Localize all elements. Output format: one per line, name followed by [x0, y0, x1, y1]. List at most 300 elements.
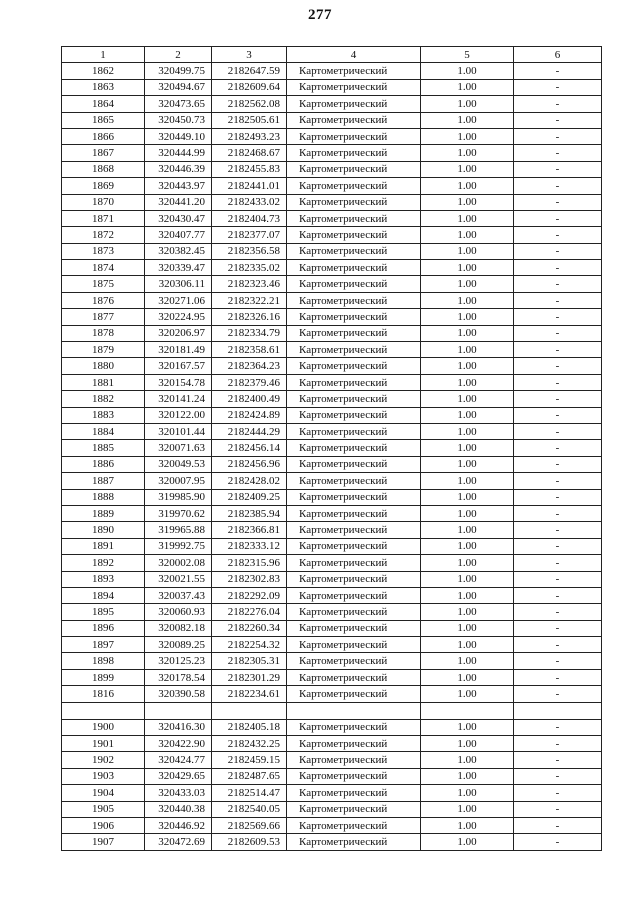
description-cell: -: [514, 243, 602, 259]
column-header: 3: [212, 47, 287, 63]
method-cell: Картометрический: [287, 178, 421, 194]
method-cell: Картометрический: [287, 653, 421, 669]
description-cell: -: [514, 79, 602, 95]
table-row: [62, 817, 602, 833]
point-number-cell: 1875: [62, 276, 145, 292]
description-cell: -: [514, 112, 602, 128]
point-number-cell: 1876: [62, 292, 145, 308]
table-row: [62, 358, 602, 374]
accuracy-cell: 1.00: [421, 571, 514, 587]
y-coordinate-cell: 2182305.31: [212, 653, 287, 669]
x-coordinate-cell: 320473.65: [145, 96, 212, 112]
accuracy-cell: 1.00: [421, 538, 514, 554]
table-row: [62, 456, 602, 472]
x-coordinate-cell: 320125.23: [145, 653, 212, 669]
accuracy-cell: 1.00: [421, 96, 514, 112]
description-cell: -: [514, 423, 602, 439]
accuracy-cell: 1.00: [421, 260, 514, 276]
method-cell: Картометрический: [287, 358, 421, 374]
empty-cell: [514, 702, 602, 719]
x-coordinate-cell: 320443.97: [145, 178, 212, 194]
point-number-cell: 1893: [62, 571, 145, 587]
description-cell: -: [514, 817, 602, 833]
method-cell: Картометрический: [287, 342, 421, 358]
point-number-cell: 1890: [62, 522, 145, 538]
y-coordinate-cell: 2182323.46: [212, 276, 287, 292]
table-row: [62, 473, 602, 489]
description-cell: -: [514, 473, 602, 489]
description-cell: -: [514, 391, 602, 407]
point-number-cell: 1886: [62, 456, 145, 472]
table-row: [62, 752, 602, 768]
table-row: [62, 63, 602, 79]
description-cell: -: [514, 210, 602, 226]
point-number-cell: 1864: [62, 96, 145, 112]
method-cell: Картометрический: [287, 736, 421, 752]
method-cell: Картометрический: [287, 456, 421, 472]
y-coordinate-cell: 2182385.94: [212, 505, 287, 521]
point-number-cell: 1902: [62, 752, 145, 768]
method-cell: Картометрический: [287, 210, 421, 226]
y-coordinate-cell: 2182540.05: [212, 801, 287, 817]
description-cell: -: [514, 178, 602, 194]
table-row: [62, 178, 602, 194]
x-coordinate-cell: 320082.18: [145, 620, 212, 636]
x-coordinate-cell: 320449.10: [145, 128, 212, 144]
table-row: [62, 325, 602, 341]
method-cell: Картометрический: [287, 161, 421, 177]
table-row: [62, 719, 602, 735]
y-coordinate-cell: 2182444.29: [212, 423, 287, 439]
method-cell: Картометрический: [287, 719, 421, 735]
accuracy-cell: 1.00: [421, 736, 514, 752]
x-coordinate-cell: 320122.00: [145, 407, 212, 423]
accuracy-cell: 1.00: [421, 128, 514, 144]
description-cell: -: [514, 834, 602, 850]
y-coordinate-cell: 2182260.34: [212, 620, 287, 636]
table-row: [62, 571, 602, 587]
x-coordinate-cell: 320167.57: [145, 358, 212, 374]
accuracy-cell: 1.00: [421, 785, 514, 801]
x-coordinate-cell: 320424.77: [145, 752, 212, 768]
x-coordinate-cell: 320444.99: [145, 145, 212, 161]
description-cell: -: [514, 374, 602, 390]
point-number-cell: 1816: [62, 686, 145, 702]
accuracy-cell: 1.00: [421, 391, 514, 407]
x-coordinate-cell: 320021.55: [145, 571, 212, 587]
point-number-cell: 1870: [62, 194, 145, 210]
point-number-cell: 1873: [62, 243, 145, 259]
column-header: 6: [514, 47, 602, 63]
method-cell: Картометрический: [287, 407, 421, 423]
table-row: [62, 768, 602, 784]
empty-cell: [421, 702, 514, 719]
x-coordinate-cell: 320441.20: [145, 194, 212, 210]
x-coordinate-cell: 320499.75: [145, 63, 212, 79]
point-number-cell: 1871: [62, 210, 145, 226]
accuracy-cell: 1.00: [421, 161, 514, 177]
description-cell: -: [514, 587, 602, 603]
method-cell: Картометрический: [287, 374, 421, 390]
method-cell: Картометрический: [287, 801, 421, 817]
accuracy-cell: 1.00: [421, 637, 514, 653]
description-cell: -: [514, 785, 602, 801]
column-header: 5: [421, 47, 514, 63]
y-coordinate-cell: 2182609.53: [212, 834, 287, 850]
description-cell: -: [514, 194, 602, 210]
y-coordinate-cell: 2182433.02: [212, 194, 287, 210]
description-cell: -: [514, 145, 602, 161]
table-row: [62, 587, 602, 603]
method-cell: Картометрический: [287, 686, 421, 702]
accuracy-cell: 1.00: [421, 686, 514, 702]
point-number-cell: 1863: [62, 79, 145, 95]
y-coordinate-cell: 2182432.25: [212, 736, 287, 752]
accuracy-cell: 1.00: [421, 768, 514, 784]
x-coordinate-cell: 320154.78: [145, 374, 212, 390]
point-number-cell: 1877: [62, 309, 145, 325]
x-coordinate-cell: 320206.97: [145, 325, 212, 341]
x-coordinate-cell: 319985.90: [145, 489, 212, 505]
x-coordinate-cell: 320430.47: [145, 210, 212, 226]
method-cell: Картометрический: [287, 555, 421, 571]
accuracy-cell: 1.00: [421, 227, 514, 243]
method-cell: Картометрический: [287, 276, 421, 292]
y-coordinate-cell: 2182514.47: [212, 785, 287, 801]
x-coordinate-cell: 320178.54: [145, 669, 212, 685]
accuracy-cell: 1.00: [421, 719, 514, 735]
table-row: [62, 736, 602, 752]
method-cell: Картометрический: [287, 571, 421, 587]
description-cell: -: [514, 571, 602, 587]
table-row: [62, 686, 602, 702]
table-row: [62, 505, 602, 521]
y-coordinate-cell: 2182456.96: [212, 456, 287, 472]
x-coordinate-cell: 320446.92: [145, 817, 212, 833]
empty-cell: [287, 702, 421, 719]
point-number-cell: 1865: [62, 112, 145, 128]
table-row: [62, 161, 602, 177]
y-coordinate-cell: 2182400.49: [212, 391, 287, 407]
table-row: [62, 342, 602, 358]
y-coordinate-cell: 2182377.07: [212, 227, 287, 243]
accuracy-cell: 1.00: [421, 342, 514, 358]
accuracy-cell: 1.00: [421, 407, 514, 423]
y-coordinate-cell: 2182424.89: [212, 407, 287, 423]
point-number-cell: 1898: [62, 653, 145, 669]
accuracy-cell: 1.00: [421, 473, 514, 489]
x-coordinate-cell: 320494.67: [145, 79, 212, 95]
method-cell: Картометрический: [287, 112, 421, 128]
method-cell: Картометрический: [287, 785, 421, 801]
column-header: 2: [145, 47, 212, 63]
description-cell: -: [514, 686, 602, 702]
table-row: [62, 374, 602, 390]
point-number-cell: 1889: [62, 505, 145, 521]
y-coordinate-cell: 2182404.73: [212, 210, 287, 226]
description-cell: -: [514, 227, 602, 243]
y-coordinate-cell: 2182356.58: [212, 243, 287, 259]
method-cell: Картометрический: [287, 145, 421, 161]
table-row: [62, 309, 602, 325]
table-row: [62, 489, 602, 505]
accuracy-cell: 1.00: [421, 63, 514, 79]
x-coordinate-cell: 320390.58: [145, 686, 212, 702]
table-row: [62, 292, 602, 308]
table-row: [62, 801, 602, 817]
accuracy-cell: 1.00: [421, 505, 514, 521]
table-row: [62, 669, 602, 685]
point-number-cell: 1872: [62, 227, 145, 243]
point-number-cell: 1901: [62, 736, 145, 752]
accuracy-cell: 1.00: [421, 587, 514, 603]
y-coordinate-cell: 2182292.09: [212, 587, 287, 603]
x-coordinate-cell: 320416.30: [145, 719, 212, 735]
method-cell: Картометрический: [287, 63, 421, 79]
x-coordinate-cell: 320141.24: [145, 391, 212, 407]
accuracy-cell: 1.00: [421, 834, 514, 850]
table-row: [62, 243, 602, 259]
y-coordinate-cell: 2182609.64: [212, 79, 287, 95]
method-cell: Картометрический: [287, 194, 421, 210]
table-row: [62, 96, 602, 112]
description-cell: -: [514, 604, 602, 620]
x-coordinate-cell: 320049.53: [145, 456, 212, 472]
y-coordinate-cell: 2182302.83: [212, 571, 287, 587]
method-cell: Картометрический: [287, 817, 421, 833]
table-row: [62, 79, 602, 95]
description-cell: -: [514, 801, 602, 817]
point-number-cell: 1907: [62, 834, 145, 850]
x-coordinate-cell: 320422.90: [145, 736, 212, 752]
y-coordinate-cell: 2182234.61: [212, 686, 287, 702]
point-number-cell: 1884: [62, 423, 145, 439]
y-coordinate-cell: 2182379.46: [212, 374, 287, 390]
table-row: [62, 260, 602, 276]
y-coordinate-cell: 2182459.15: [212, 752, 287, 768]
y-coordinate-cell: 2182358.61: [212, 342, 287, 358]
table-row: [62, 128, 602, 144]
method-cell: Картометрический: [287, 243, 421, 259]
point-number-cell: 1904: [62, 785, 145, 801]
table-row: [62, 227, 602, 243]
x-coordinate-cell: 320306.11: [145, 276, 212, 292]
y-coordinate-cell: 2182468.67: [212, 145, 287, 161]
y-coordinate-cell: 2182569.66: [212, 817, 287, 833]
accuracy-cell: 1.00: [421, 309, 514, 325]
description-cell: -: [514, 538, 602, 554]
table-row: [62, 522, 602, 538]
x-coordinate-cell: 320224.95: [145, 309, 212, 325]
accuracy-cell: 1.00: [421, 79, 514, 95]
y-coordinate-cell: 2182366.81: [212, 522, 287, 538]
x-coordinate-cell: 320339.47: [145, 260, 212, 276]
accuracy-cell: 1.00: [421, 801, 514, 817]
method-cell: Картометрический: [287, 505, 421, 521]
column-header: 1: [62, 47, 145, 63]
point-number-cell: 1906: [62, 817, 145, 833]
description-cell: -: [514, 276, 602, 292]
accuracy-cell: 1.00: [421, 423, 514, 439]
description-cell: -: [514, 128, 602, 144]
description-cell: -: [514, 736, 602, 752]
x-coordinate-cell: 319992.75: [145, 538, 212, 554]
y-coordinate-cell: 2182455.83: [212, 161, 287, 177]
point-number-cell: 1879: [62, 342, 145, 358]
table-row: [62, 653, 602, 669]
point-number-cell: 1869: [62, 178, 145, 194]
y-coordinate-cell: 2182405.18: [212, 719, 287, 735]
description-cell: -: [514, 489, 602, 505]
accuracy-cell: 1.00: [421, 456, 514, 472]
point-number-cell: 1883: [62, 407, 145, 423]
point-number-cell: 1895: [62, 604, 145, 620]
accuracy-cell: 1.00: [421, 555, 514, 571]
point-number-cell: 1862: [62, 63, 145, 79]
empty-cell: [212, 702, 287, 719]
y-coordinate-cell: 2182428.02: [212, 473, 287, 489]
description-cell: -: [514, 96, 602, 112]
description-cell: -: [514, 505, 602, 521]
x-coordinate-cell: 320181.49: [145, 342, 212, 358]
y-coordinate-cell: 2182493.23: [212, 128, 287, 144]
accuracy-cell: 1.00: [421, 112, 514, 128]
y-coordinate-cell: 2182333.12: [212, 538, 287, 554]
method-cell: Картометрический: [287, 768, 421, 784]
y-coordinate-cell: 2182409.25: [212, 489, 287, 505]
table-row: [62, 620, 602, 636]
point-number-cell: 1891: [62, 538, 145, 554]
x-coordinate-cell: 320089.25: [145, 637, 212, 653]
description-cell: -: [514, 325, 602, 341]
method-cell: Картометрический: [287, 522, 421, 538]
description-cell: -: [514, 440, 602, 456]
y-coordinate-cell: 2182562.08: [212, 96, 287, 112]
point-number-cell: 1885: [62, 440, 145, 456]
x-coordinate-cell: 320407.77: [145, 227, 212, 243]
y-coordinate-cell: 2182364.23: [212, 358, 287, 374]
description-cell: -: [514, 522, 602, 538]
description-cell: -: [514, 620, 602, 636]
x-coordinate-cell: 320101.44: [145, 423, 212, 439]
description-cell: -: [514, 161, 602, 177]
table-row: [62, 145, 602, 161]
accuracy-cell: 1.00: [421, 604, 514, 620]
x-coordinate-cell: 320007.95: [145, 473, 212, 489]
table-row: [62, 834, 602, 850]
table-row: [62, 276, 602, 292]
description-cell: -: [514, 669, 602, 685]
y-coordinate-cell: 2182276.04: [212, 604, 287, 620]
description-cell: -: [514, 309, 602, 325]
method-cell: Картометрический: [287, 587, 421, 603]
method-cell: Картометрический: [287, 309, 421, 325]
table-row: [62, 423, 602, 439]
method-cell: Картометрический: [287, 440, 421, 456]
point-number-cell: 1896: [62, 620, 145, 636]
table-row: [62, 637, 602, 653]
y-coordinate-cell: 2182441.01: [212, 178, 287, 194]
point-number-cell: 1878: [62, 325, 145, 341]
description-cell: -: [514, 719, 602, 735]
description-cell: -: [514, 555, 602, 571]
point-number-cell: 1897: [62, 637, 145, 653]
table-row: [62, 407, 602, 423]
accuracy-cell: 1.00: [421, 669, 514, 685]
accuracy-cell: 1.00: [421, 489, 514, 505]
method-cell: Картометрический: [287, 637, 421, 653]
accuracy-cell: 1.00: [421, 292, 514, 308]
table-body: [62, 63, 602, 850]
x-coordinate-cell: 320472.69: [145, 834, 212, 850]
y-coordinate-cell: 2182487.65: [212, 768, 287, 784]
description-cell: -: [514, 653, 602, 669]
y-coordinate-cell: 2182315.96: [212, 555, 287, 571]
point-number-cell: 1887: [62, 473, 145, 489]
table-row: [62, 604, 602, 620]
method-cell: Картометрический: [287, 227, 421, 243]
column-header: 4: [287, 47, 421, 63]
y-coordinate-cell: 2182505.61: [212, 112, 287, 128]
description-cell: -: [514, 63, 602, 79]
method-cell: Картометрический: [287, 752, 421, 768]
x-coordinate-cell: 320060.93: [145, 604, 212, 620]
table-row: [62, 785, 602, 801]
coordinates-table: [61, 46, 602, 851]
description-cell: -: [514, 637, 602, 653]
method-cell: Картометрический: [287, 128, 421, 144]
accuracy-cell: 1.00: [421, 620, 514, 636]
point-number-cell: 1905: [62, 801, 145, 817]
description-cell: -: [514, 768, 602, 784]
table-row: [62, 538, 602, 554]
description-cell: -: [514, 342, 602, 358]
x-coordinate-cell: 320450.73: [145, 112, 212, 128]
method-cell: Картометрический: [287, 604, 421, 620]
point-number-cell: 1899: [62, 669, 145, 685]
accuracy-cell: 1.00: [421, 440, 514, 456]
accuracy-cell: 1.00: [421, 358, 514, 374]
x-coordinate-cell: 319970.62: [145, 505, 212, 521]
accuracy-cell: 1.00: [421, 178, 514, 194]
method-cell: Картометрический: [287, 292, 421, 308]
accuracy-cell: 1.00: [421, 817, 514, 833]
spacer-row: [62, 702, 602, 719]
x-coordinate-cell: 320440.38: [145, 801, 212, 817]
point-number-cell: 1892: [62, 555, 145, 571]
accuracy-cell: 1.00: [421, 210, 514, 226]
accuracy-cell: 1.00: [421, 243, 514, 259]
table-row: [62, 210, 602, 226]
point-number-cell: 1894: [62, 587, 145, 603]
page-number: 277: [308, 7, 332, 23]
description-cell: -: [514, 260, 602, 276]
y-coordinate-cell: 2182322.21: [212, 292, 287, 308]
y-coordinate-cell: 2182254.32: [212, 637, 287, 653]
accuracy-cell: 1.00: [421, 374, 514, 390]
point-number-cell: 1903: [62, 768, 145, 784]
method-cell: Картометрический: [287, 489, 421, 505]
method-cell: Картометрический: [287, 620, 421, 636]
empty-cell: [145, 702, 212, 719]
description-cell: -: [514, 752, 602, 768]
description-cell: -: [514, 358, 602, 374]
y-coordinate-cell: 2182301.29: [212, 669, 287, 685]
point-number-cell: 1881: [62, 374, 145, 390]
point-number-cell: 1880: [62, 358, 145, 374]
description-cell: -: [514, 407, 602, 423]
y-coordinate-cell: 2182335.02: [212, 260, 287, 276]
